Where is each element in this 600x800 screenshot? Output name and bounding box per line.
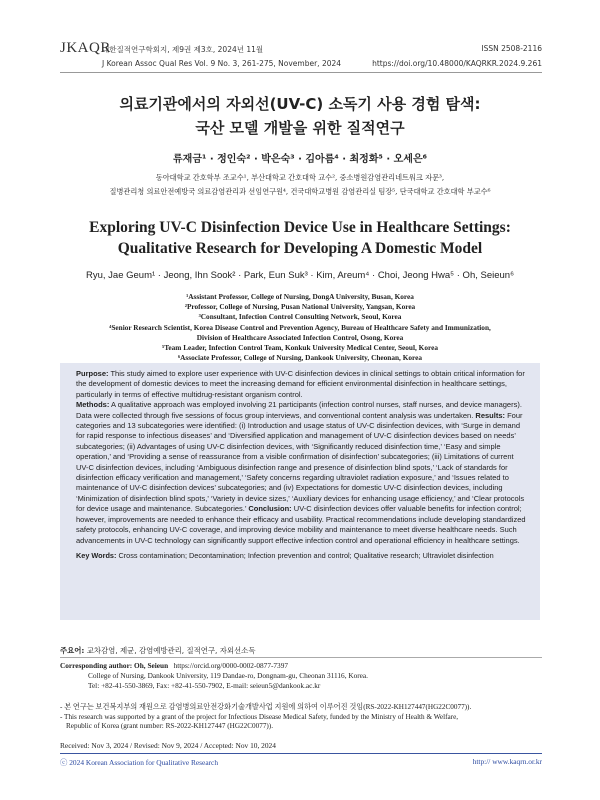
journal-citation-en: J Korean Assoc Qual Res Vol. 9 No. 3, 261-275, November, 2024 xyxy=(102,59,342,68)
methods-label: Methods: xyxy=(76,400,110,410)
doi-link[interactable]: https://doi.org/10.48000/KAQRKR.2024.9.261 xyxy=(372,59,542,68)
keywords-korean-label: 주요어: xyxy=(60,646,85,655)
affiliation-en-5: ⁵Team Leader, Infection Control Team, Konkuk University Medical Center, Seoul, Korea xyxy=(162,343,438,353)
conclusion-text: UV-C disinfection devices offer valuable benefits for infection control; however, improvements are needed to enhance their efficacy and usability. Practical recommendations include developing standardized safety protocols, enhancing UV-C coverage, and improving device mobility and maintenance to meet diverse healthcare needs. Such advancements in UV-C technology can significantly support effective infection control and operational efficiency in healthcare settings. xyxy=(76,504,526,545)
purpose-text: This study aimed to explore user experience with UV-C disinfection devices in clinical settings to obtain critical information for the development of domestic devices to meet the increasing demand for efficient environmental disinfection in healthcare settings, particularly in terms of effective multidrug-resistant organism control. xyxy=(76,369,525,399)
funding-korean: - 본 연구는 보건복지부의 재원으로 감염병의료안전강화기술개발사업 지원에 의하여 이루어진 것임(RS-2022-KH127447(HG22C0077)). xyxy=(60,703,472,711)
affiliations-korean-line1: 동아대학교 간호학부 조교수¹, 부산대학교 간호대학 교수², 중소병원감염관리네트워크 자문³, xyxy=(155,173,445,182)
journal-logo: JKAQR xyxy=(60,40,111,56)
affiliation-en-2: ²Professor, College of Nursing, Pusan National University, Yangsan, Korea xyxy=(184,302,416,312)
orcid-link[interactable]: https://orcid.org/0000-0002-0877-7397 xyxy=(173,661,288,670)
corresponding-address: College of Nursing, Dankook University, 119 Dandae-ro, Dongnam-gu, Cheonan 31116, Korea. xyxy=(88,671,368,680)
methods-text: A qualitative approach was employed involving 21 participants (infection control nurses, staff nurses, and device managers). Data were collected through five sessions of focus group interviews, and conventional content analysis was undertaken. xyxy=(76,400,522,420)
results-text: Four categories and 13 subcategories were identified: (i) Introduction and usage status of UV-C disinfection devices, with ‘Surge in demand for rapid response to infectious diseases’ and ‘Diversified application and management of UV-C disinfection devices based on needs’ subcategories; (ii) Advantages of using UV-C disinfection devices, with ‘Significantly reduced disinfection time,’ ‘Easy and simple operation,’ and ‘Providing a sense of reassurance from a visible confirmation of disinfection’ subcategories; (iii) Limitations of current UV-C disinfection devices, including ‘Ambiguous disinfection range and presence of disinfection blind spots,’ ‘Lack of standards for disinfection efficacy verification and management,’ ‘Safety concerns regarding ultraviolet radiation exposure,’ and ‘Issues related to maintenance of UV-C disinfection devices’ subcategories; and (iv) Expectations for domestic UV-C disinfection devices, including ‘Minimization of disinfection blind spots,’ ‘Variety in device sizes,’ ‘Auxiliary devices for enhancing usage efficiency,’ and ‘Clear protocols for device usage and maintenance. Subcategories.’ xyxy=(76,410,525,514)
affiliations-korean xyxy=(0,171,600,199)
journal-website-link[interactable]: http:// www.kaqrn.or.kr xyxy=(472,757,542,766)
affiliation-en-3: ³Consultant, Infection Control Consulting Network, Seoul, Korea xyxy=(198,312,402,322)
title-english xyxy=(0,217,600,259)
affiliations-english xyxy=(0,292,600,363)
footer-divider xyxy=(60,753,542,754)
affiliation-en-4: ⁴Senior Research Scientist, Korea Disease Control and Prevention Agency, Bureau of Healthcare Safety and Immunization, xyxy=(109,322,491,332)
abstract-text xyxy=(76,369,526,546)
abstract-box xyxy=(60,363,540,620)
affiliation-en-1: ¹Assistant Professor, College of Nursing, DongA University, Busan, Korea xyxy=(186,292,414,301)
article-dates: Received: Nov 3, 2024 / Revised: Nov 9, 2024 / Accepted: Nov 10, 2024 xyxy=(60,741,276,750)
authors-english: Ryu, Jae Geum¹ · Jeong, Ihn Sook² · Park, Eun Suk³ · Kim, Areum⁴ · Choi, Jeong Hwa⁵ · Oh, Seieun⁶ xyxy=(86,270,514,281)
corresponding-label: Corresponding author: Oh, Seieun xyxy=(60,661,169,670)
keywords-english xyxy=(76,551,526,560)
keywords-divider xyxy=(60,657,542,658)
keywords-text: Cross contamination; Decontamination; Infection prevention and control; Qualitative research; Ultraviolet disinfection xyxy=(118,550,494,560)
conclusion-label: Conclusion: xyxy=(248,504,292,514)
keywords-label: Key Words: xyxy=(76,550,117,560)
header-divider xyxy=(60,72,542,73)
title-korean-line1: 의료기관에서의 자외선(UV-C) 소독기 사용 경험 탐색: xyxy=(119,95,481,113)
keywords-korean xyxy=(60,645,255,656)
page-header xyxy=(0,0,600,72)
keywords-korean-text: 교차감염, 제균, 감염예방관리, 질적연구, 자외선소독 xyxy=(86,646,256,655)
affiliation-en-6: ⁶Associate Professor, College of Nursing, Dankook University, Cheonan, Korea xyxy=(177,353,423,363)
title-korean-line2: 국산 모델 개발을 위한 질적연구 xyxy=(195,119,405,137)
journal-citation-ko: 대한질적연구학회지, 제9권 제3호, 2024년 11월 xyxy=(102,45,264,54)
affiliations-korean-line2: 질병관리청 의료안전예방국 의료감염관리과 선임연구원⁴, 건국대학교병원 감염관리실 팀장⁵, 단국대학교 간호대학 부교수⁶ xyxy=(109,187,491,196)
title-english-line2: Qualitative Research for Developing A Domestic Model xyxy=(117,240,483,257)
affiliation-en-4-cont: Division of Healthcare Associated Infection Control, Osong, Korea xyxy=(196,332,404,342)
authors-korean: 류재금¹ · 정인숙² · 박은숙³ · 김아름⁴ · 최정화⁵ · 오세은⁶ xyxy=(173,154,427,165)
funding-english-line1: - This research was supported by a grant of the project for Infectious Disease Medical Safety, funded by the Ministry of Health & Welfare, xyxy=(60,712,459,721)
title-korean xyxy=(0,92,600,140)
issn: ISSN 2508-2116 xyxy=(481,44,542,53)
funding-english-line2: Republic of Korea (grant number: RS-2022-KH127447 (HG22C0077)). xyxy=(66,722,274,730)
corresponding-contact: Tel: +82-41-550-3869, Fax: +82-41-550-7902, E-mail: seieun5@dankook.ac.kr xyxy=(88,681,321,690)
copyright-notice: ⓒ 2024 Korean Association for Qualitative Research xyxy=(60,758,219,767)
funding-note xyxy=(60,703,471,732)
corresponding-author xyxy=(60,661,368,691)
purpose-label: Purpose: xyxy=(76,369,109,378)
results-label: Results: xyxy=(475,410,505,420)
title-english-line1: Exploring UV-C Disinfection Device Use in Healthcare Settings: xyxy=(89,219,511,236)
